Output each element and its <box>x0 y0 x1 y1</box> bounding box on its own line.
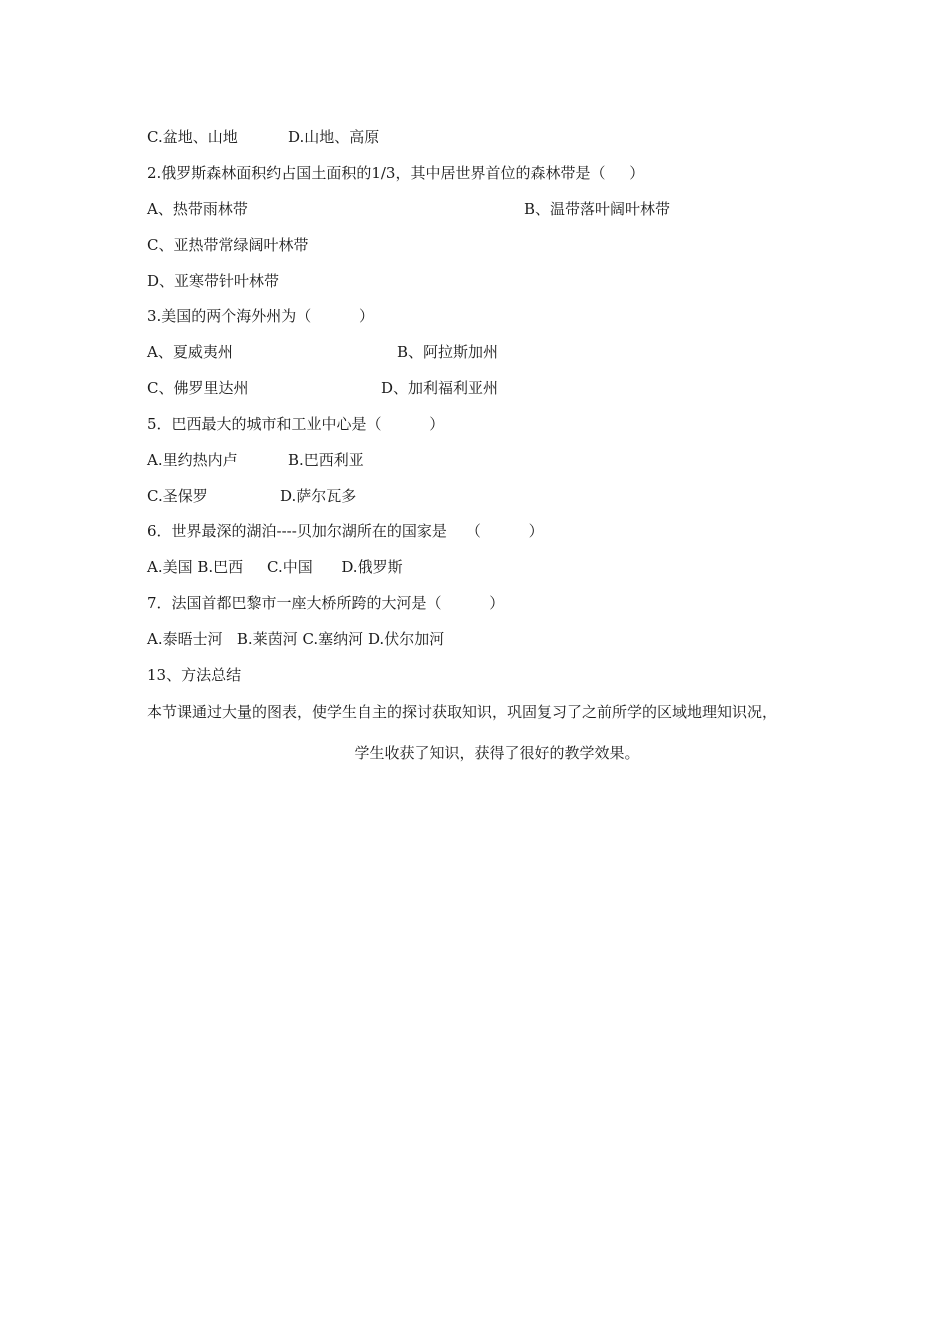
option-d: D.萨尔瓦多 <box>280 487 357 505</box>
question-2-option-c: C、亚热带常绿阔叶林带 <box>147 236 309 254</box>
option-d: D、加利福利亚州 <box>381 379 499 397</box>
question-2-option-d: D、亚寒带针叶林带 <box>147 272 280 290</box>
option-b: B.巴西利亚 <box>288 451 364 469</box>
option-b: B、阿拉斯加州 <box>397 343 499 361</box>
option-c: C.圣保罗 <box>147 487 208 505</box>
option-a: A、热带雨林带 <box>147 200 248 218</box>
option-c: C、佛罗里达州 <box>147 379 249 397</box>
question-7-stem: 7．法国首都巴黎市一座大桥所跨的大河是（ ） <box>147 594 505 612</box>
option-d: D.山地、高原 <box>288 128 380 146</box>
question-3-stem: 3.美国的两个海外州为（ ） <box>147 307 374 325</box>
summary-paragraph-line-1: 本节课通过大量的图表，使学生自主的探讨获取知识，巩固复习了之前所学的区域地理知识况， <box>147 703 778 721</box>
option-b: B、温带落叶阔叶林带 <box>524 200 671 218</box>
question-6-stem: 6．世界最深的湖泊----贝加尔湖所在的国家是 （ ） <box>147 522 544 540</box>
question-6-options: A.美国 B.巴西 C.中国 D.俄罗斯 <box>147 558 403 576</box>
summary-heading: 13、方法总结 <box>147 666 242 684</box>
question-2-stem: 2.俄罗斯森林面积约占国土面积的1/3，其中居世界首位的森林带是（ ） <box>147 164 645 182</box>
option-c: C.盆地、山地 <box>147 128 238 146</box>
option-a: A、夏威夷州 <box>147 343 233 361</box>
question-5-stem: 5．巴西最大的城市和工业中心是（ ） <box>147 415 445 433</box>
question-7-options: A.泰晤士河 B.莱茵河 C.塞纳河 D.伏尔加河 <box>147 630 445 648</box>
option-a: A.里约热内卢 <box>147 451 238 469</box>
summary-paragraph-line-2: 学生收获了知识，获得了很好的教学效果。 <box>354 744 640 762</box>
